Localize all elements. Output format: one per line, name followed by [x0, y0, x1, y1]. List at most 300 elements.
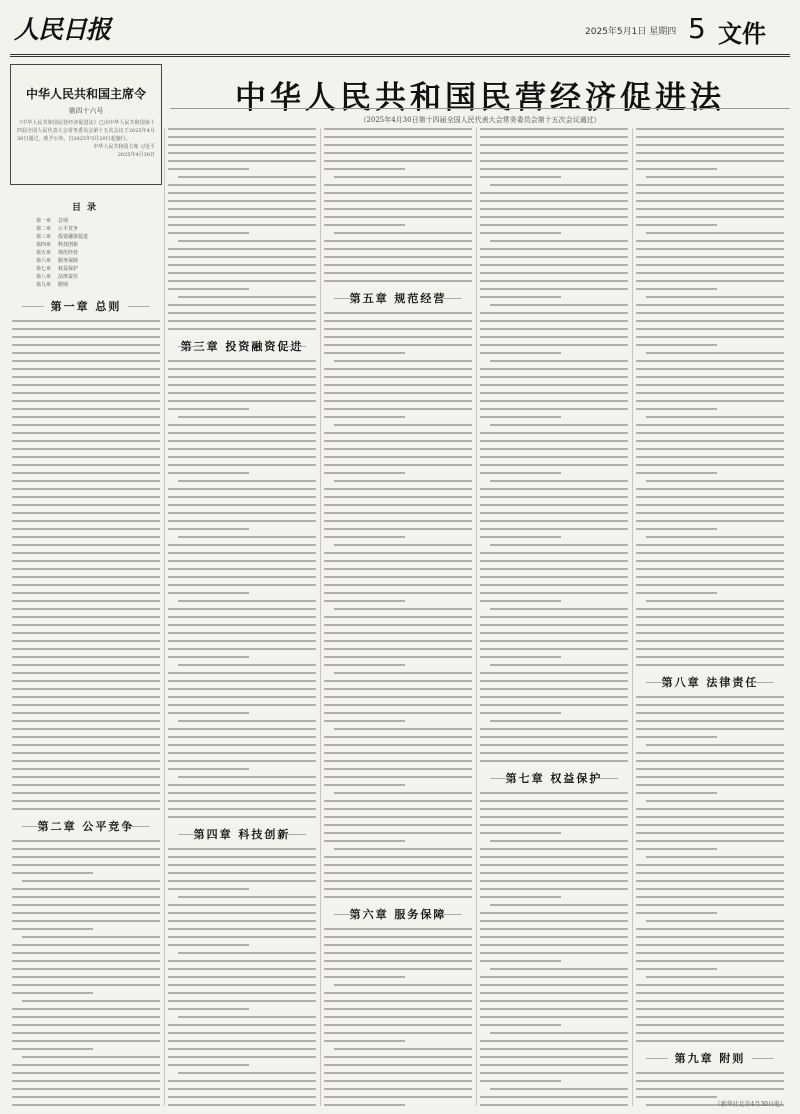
text-line [636, 696, 784, 698]
text-line [646, 800, 784, 802]
text-line [636, 408, 717, 410]
text-line [636, 368, 784, 370]
text-line [12, 640, 160, 642]
text-line [168, 304, 316, 306]
text-line [324, 1096, 472, 1098]
text-line [480, 432, 628, 434]
text-line [168, 168, 249, 170]
text-line [324, 856, 472, 858]
text-line [168, 944, 249, 946]
text-line [324, 416, 405, 418]
text-line [490, 424, 628, 426]
text-line [324, 408, 472, 410]
text-line [12, 1104, 160, 1106]
text-line [480, 792, 628, 794]
text-line [12, 800, 160, 802]
text-line [12, 952, 160, 954]
text-line [324, 1024, 472, 1026]
text-line [12, 784, 160, 786]
text-line [480, 872, 628, 874]
text-line [168, 544, 316, 546]
text-line [324, 1040, 405, 1042]
text-line [636, 1008, 784, 1010]
text-line [334, 480, 472, 482]
text-line [12, 376, 160, 378]
text-line [324, 400, 472, 402]
text-line [168, 976, 316, 978]
text-line [12, 904, 160, 906]
text-line [324, 712, 472, 714]
text-line [636, 784, 784, 786]
text-line [324, 320, 472, 322]
text-line [636, 304, 784, 306]
text-line [324, 784, 405, 786]
text-line [636, 1040, 784, 1042]
text-line [480, 1000, 628, 1002]
text-line [636, 240, 784, 242]
text-line [168, 736, 316, 738]
text-line [480, 592, 628, 594]
toc-item: 第八章 法律责任 [36, 274, 79, 280]
toc-item: 第一章 总则 [36, 218, 69, 224]
text-line [168, 712, 249, 714]
text-line [480, 856, 628, 858]
text-line [480, 808, 628, 810]
text-line [480, 192, 628, 194]
body-text [168, 128, 316, 330]
text-line [168, 200, 316, 202]
text-line [646, 976, 784, 978]
text-line [12, 368, 160, 370]
text-line [12, 1080, 160, 1082]
text-column-3 [324, 128, 472, 1108]
page-number: 5 [688, 12, 706, 45]
text-line [324, 512, 472, 514]
text-line [480, 936, 628, 938]
text-line [636, 472, 717, 474]
text-line [480, 232, 561, 234]
text-line [490, 480, 628, 482]
text-line [12, 888, 160, 890]
text-line [480, 288, 628, 290]
text-line [480, 312, 628, 314]
text-line [324, 768, 472, 770]
text-line [636, 624, 784, 626]
text-line [480, 680, 628, 682]
text-line [12, 1088, 160, 1090]
text-line [12, 600, 160, 602]
text-line [168, 848, 316, 850]
text-line [636, 160, 784, 162]
text-line [480, 376, 628, 378]
issue-date: 2025年5月1日 星期四 [585, 27, 677, 37]
text-line [324, 776, 472, 778]
chapter-heading: 第九章 附则 [636, 1050, 784, 1066]
text-line [12, 864, 160, 866]
text-line [324, 816, 472, 818]
text-line [480, 760, 628, 762]
text-line [480, 448, 628, 450]
text-line [636, 504, 784, 506]
text-line [178, 896, 316, 898]
text-line [324, 200, 472, 202]
text-line [636, 424, 784, 426]
toc-item: 第三章 投资融资促进 [36, 234, 89, 240]
text-line [636, 640, 784, 642]
text-line [636, 456, 784, 458]
text-line [168, 688, 316, 690]
text-line [636, 560, 784, 562]
text-line [324, 504, 472, 506]
text-line [636, 488, 784, 490]
text-line [480, 296, 561, 298]
text-line [168, 1104, 316, 1106]
text-line [636, 864, 784, 866]
text-line [12, 872, 93, 874]
text-line [12, 856, 160, 858]
text-line [168, 472, 249, 474]
text-line [334, 176, 472, 178]
text-line [480, 928, 628, 930]
text-line [636, 720, 784, 722]
text-line [324, 760, 472, 762]
text-line [12, 544, 160, 546]
body-text [480, 792, 628, 1108]
text-line [324, 280, 472, 282]
text-line [324, 256, 472, 258]
text-line [480, 272, 628, 274]
text-line [12, 920, 160, 922]
text-line [168, 552, 316, 554]
law-adoption-note: （2025年4月30日第十四届全国人民代表大会常务委员会第十五次会议通过） [359, 116, 601, 124]
text-line [324, 880, 472, 882]
text-line [636, 832, 784, 834]
text-line [168, 768, 249, 770]
text-line [636, 792, 717, 794]
text-line [168, 216, 316, 218]
text-line [324, 216, 472, 218]
text-line [168, 872, 316, 874]
text-line [324, 1008, 472, 1010]
text-line [636, 248, 784, 250]
text-line [324, 656, 472, 658]
column-divider [164, 128, 165, 1106]
text-line [480, 848, 628, 850]
text-line [12, 688, 160, 690]
text-line [12, 976, 160, 978]
text-line [12, 712, 160, 714]
text-line [480, 920, 628, 922]
text-line [480, 256, 628, 258]
text-line [168, 232, 249, 234]
text-line [334, 848, 472, 850]
text-line [168, 672, 316, 674]
text-line [480, 1072, 628, 1074]
text-line [178, 664, 316, 666]
text-line [480, 944, 628, 946]
text-line [480, 528, 628, 530]
text-line [324, 688, 472, 690]
text-line [480, 912, 628, 914]
text-line [646, 416, 784, 418]
text-line [480, 216, 628, 218]
text-line [168, 288, 249, 290]
text-line [12, 576, 160, 578]
text-line [324, 448, 472, 450]
text-line [636, 840, 784, 842]
text-line [480, 992, 628, 994]
text-line [324, 376, 472, 378]
text-line [636, 960, 784, 962]
text-line [324, 584, 472, 586]
text-line [168, 856, 316, 858]
masthead [10, 6, 790, 57]
text-column-4 [480, 128, 628, 1108]
text-line [12, 584, 160, 586]
text-line [12, 912, 160, 914]
text-line [480, 384, 628, 386]
text-line [12, 768, 160, 770]
text-line [480, 640, 628, 642]
text-line [178, 480, 316, 482]
table-of-contents [14, 200, 160, 289]
text-line [480, 888, 628, 890]
text-line [324, 344, 472, 346]
text-line [168, 696, 316, 698]
text-line [636, 848, 717, 850]
title-rule [170, 108, 790, 109]
text-line [324, 736, 472, 738]
text-line [324, 160, 472, 162]
text-column-2 [168, 128, 316, 1108]
text-line [636, 1032, 784, 1034]
text-line [636, 192, 784, 194]
text-line [480, 160, 628, 162]
text-line [636, 928, 784, 930]
text-line [480, 744, 628, 746]
text-line [22, 880, 160, 882]
text-line [636, 768, 784, 770]
text-line [168, 1032, 316, 1034]
text-line [334, 544, 472, 546]
text-line [480, 824, 628, 826]
text-line [490, 1088, 628, 1090]
text-line [636, 880, 784, 882]
text-column-1 [12, 290, 160, 1108]
text-line [324, 488, 472, 490]
text-line [334, 360, 472, 362]
text-line [636, 256, 784, 258]
text-line [178, 776, 316, 778]
text-line [324, 568, 472, 570]
text-line [646, 296, 784, 298]
text-line [636, 888, 784, 890]
text-line [12, 944, 160, 946]
text-line [324, 1000, 472, 1002]
text-line [636, 200, 784, 202]
text-line [12, 624, 160, 626]
text-line [168, 608, 316, 610]
text-line [12, 456, 160, 458]
text-line [646, 480, 784, 482]
text-line [12, 616, 160, 618]
text-line [168, 704, 316, 706]
text-line [168, 264, 316, 266]
text-line [324, 464, 472, 466]
text-line [168, 816, 316, 818]
text-line [324, 992, 472, 994]
text-line [324, 968, 472, 970]
text-line [324, 744, 472, 746]
text-line [168, 1080, 316, 1082]
news-agency-note: （新华社北京4月30日电） [714, 1101, 786, 1108]
text-line [636, 968, 717, 970]
text-line [636, 168, 717, 170]
text-line [636, 816, 784, 818]
text-line [480, 328, 628, 330]
text-line [324, 1056, 472, 1058]
text-line [480, 648, 628, 650]
text-line [324, 648, 472, 650]
text-line [168, 504, 316, 506]
text-line [12, 392, 160, 394]
text-line [324, 352, 405, 354]
text-line [168, 792, 316, 794]
text-line [324, 336, 472, 338]
text-line [636, 1080, 784, 1082]
text-line [168, 392, 316, 394]
text-line [12, 552, 160, 554]
text-line [22, 936, 160, 938]
text-line [178, 176, 316, 178]
chapter-heading: 第二章 公平竞争 [12, 818, 160, 834]
text-line [168, 904, 316, 906]
text-line [480, 1008, 628, 1010]
text-line [168, 744, 316, 746]
text-line [324, 976, 405, 978]
text-line [168, 784, 316, 786]
text-line [480, 688, 628, 690]
text-line [480, 336, 628, 338]
text-line [178, 1016, 316, 1018]
text-line [636, 144, 784, 146]
text-line [480, 368, 628, 370]
text-line [168, 968, 316, 970]
text-line [324, 872, 472, 874]
text-line [480, 816, 628, 818]
text-line [168, 584, 316, 586]
text-line [12, 360, 160, 362]
text-line [12, 736, 160, 738]
text-line [480, 408, 628, 410]
text-line [636, 264, 784, 266]
text-line [168, 496, 316, 498]
text-line [324, 1072, 472, 1074]
chapter-heading: 第四章 科技创新 [168, 826, 316, 842]
text-line [636, 592, 717, 594]
text-line [490, 360, 628, 362]
text-line [324, 1104, 405, 1106]
text-line [12, 760, 160, 762]
text-line [12, 448, 160, 450]
text-line [636, 944, 784, 946]
text-line [324, 808, 472, 810]
text-line [324, 704, 472, 706]
text-line [324, 144, 472, 146]
text-line [12, 592, 160, 594]
text-line [480, 1104, 628, 1106]
text-line [480, 1016, 628, 1018]
text-line [12, 680, 160, 682]
text-line [646, 600, 784, 602]
text-line [168, 912, 316, 914]
text-line [168, 400, 316, 402]
text-line [12, 472, 160, 474]
text-line [178, 720, 316, 722]
toc-item: 第四章 科技创新 [36, 242, 79, 248]
text-line [324, 640, 472, 642]
text-line [12, 384, 160, 386]
text-line [12, 560, 160, 562]
text-line [646, 744, 784, 746]
text-line [168, 192, 316, 194]
text-line [12, 1040, 160, 1042]
text-line [12, 1016, 160, 1018]
text-line [490, 304, 628, 306]
text-line [324, 528, 472, 530]
text-line [12, 504, 160, 506]
text-line [178, 240, 316, 242]
text-line [12, 848, 160, 850]
text-line [324, 616, 472, 618]
text-line [12, 424, 160, 426]
text-line [178, 600, 316, 602]
chapter-heading: 第六章 服务保障 [324, 906, 472, 922]
text-line [168, 576, 316, 578]
text-line [324, 664, 405, 666]
text-line [168, 1024, 316, 1026]
text-line [12, 656, 160, 658]
text-line [168, 248, 316, 250]
text-line [480, 176, 561, 178]
text-line [636, 736, 717, 738]
text-line [12, 744, 160, 746]
text-line [480, 832, 561, 834]
text-line [480, 880, 628, 882]
text-line [480, 1080, 561, 1082]
text-line [636, 896, 784, 898]
text-line [168, 936, 316, 938]
text-line [12, 728, 160, 730]
text-line [636, 216, 784, 218]
text-line [480, 1048, 628, 1050]
text-line [646, 536, 784, 538]
text-line [334, 424, 472, 426]
text-line [324, 1064, 472, 1066]
text-line [324, 952, 472, 954]
text-line [490, 720, 628, 722]
text-line [334, 232, 472, 234]
text-line [636, 152, 784, 154]
text-line [480, 248, 628, 250]
text-line [12, 336, 160, 338]
text-line [480, 504, 628, 506]
text-line [480, 488, 628, 490]
text-line [490, 904, 628, 906]
text-line [636, 704, 784, 706]
text-line [324, 368, 472, 370]
text-line [12, 1032, 160, 1034]
